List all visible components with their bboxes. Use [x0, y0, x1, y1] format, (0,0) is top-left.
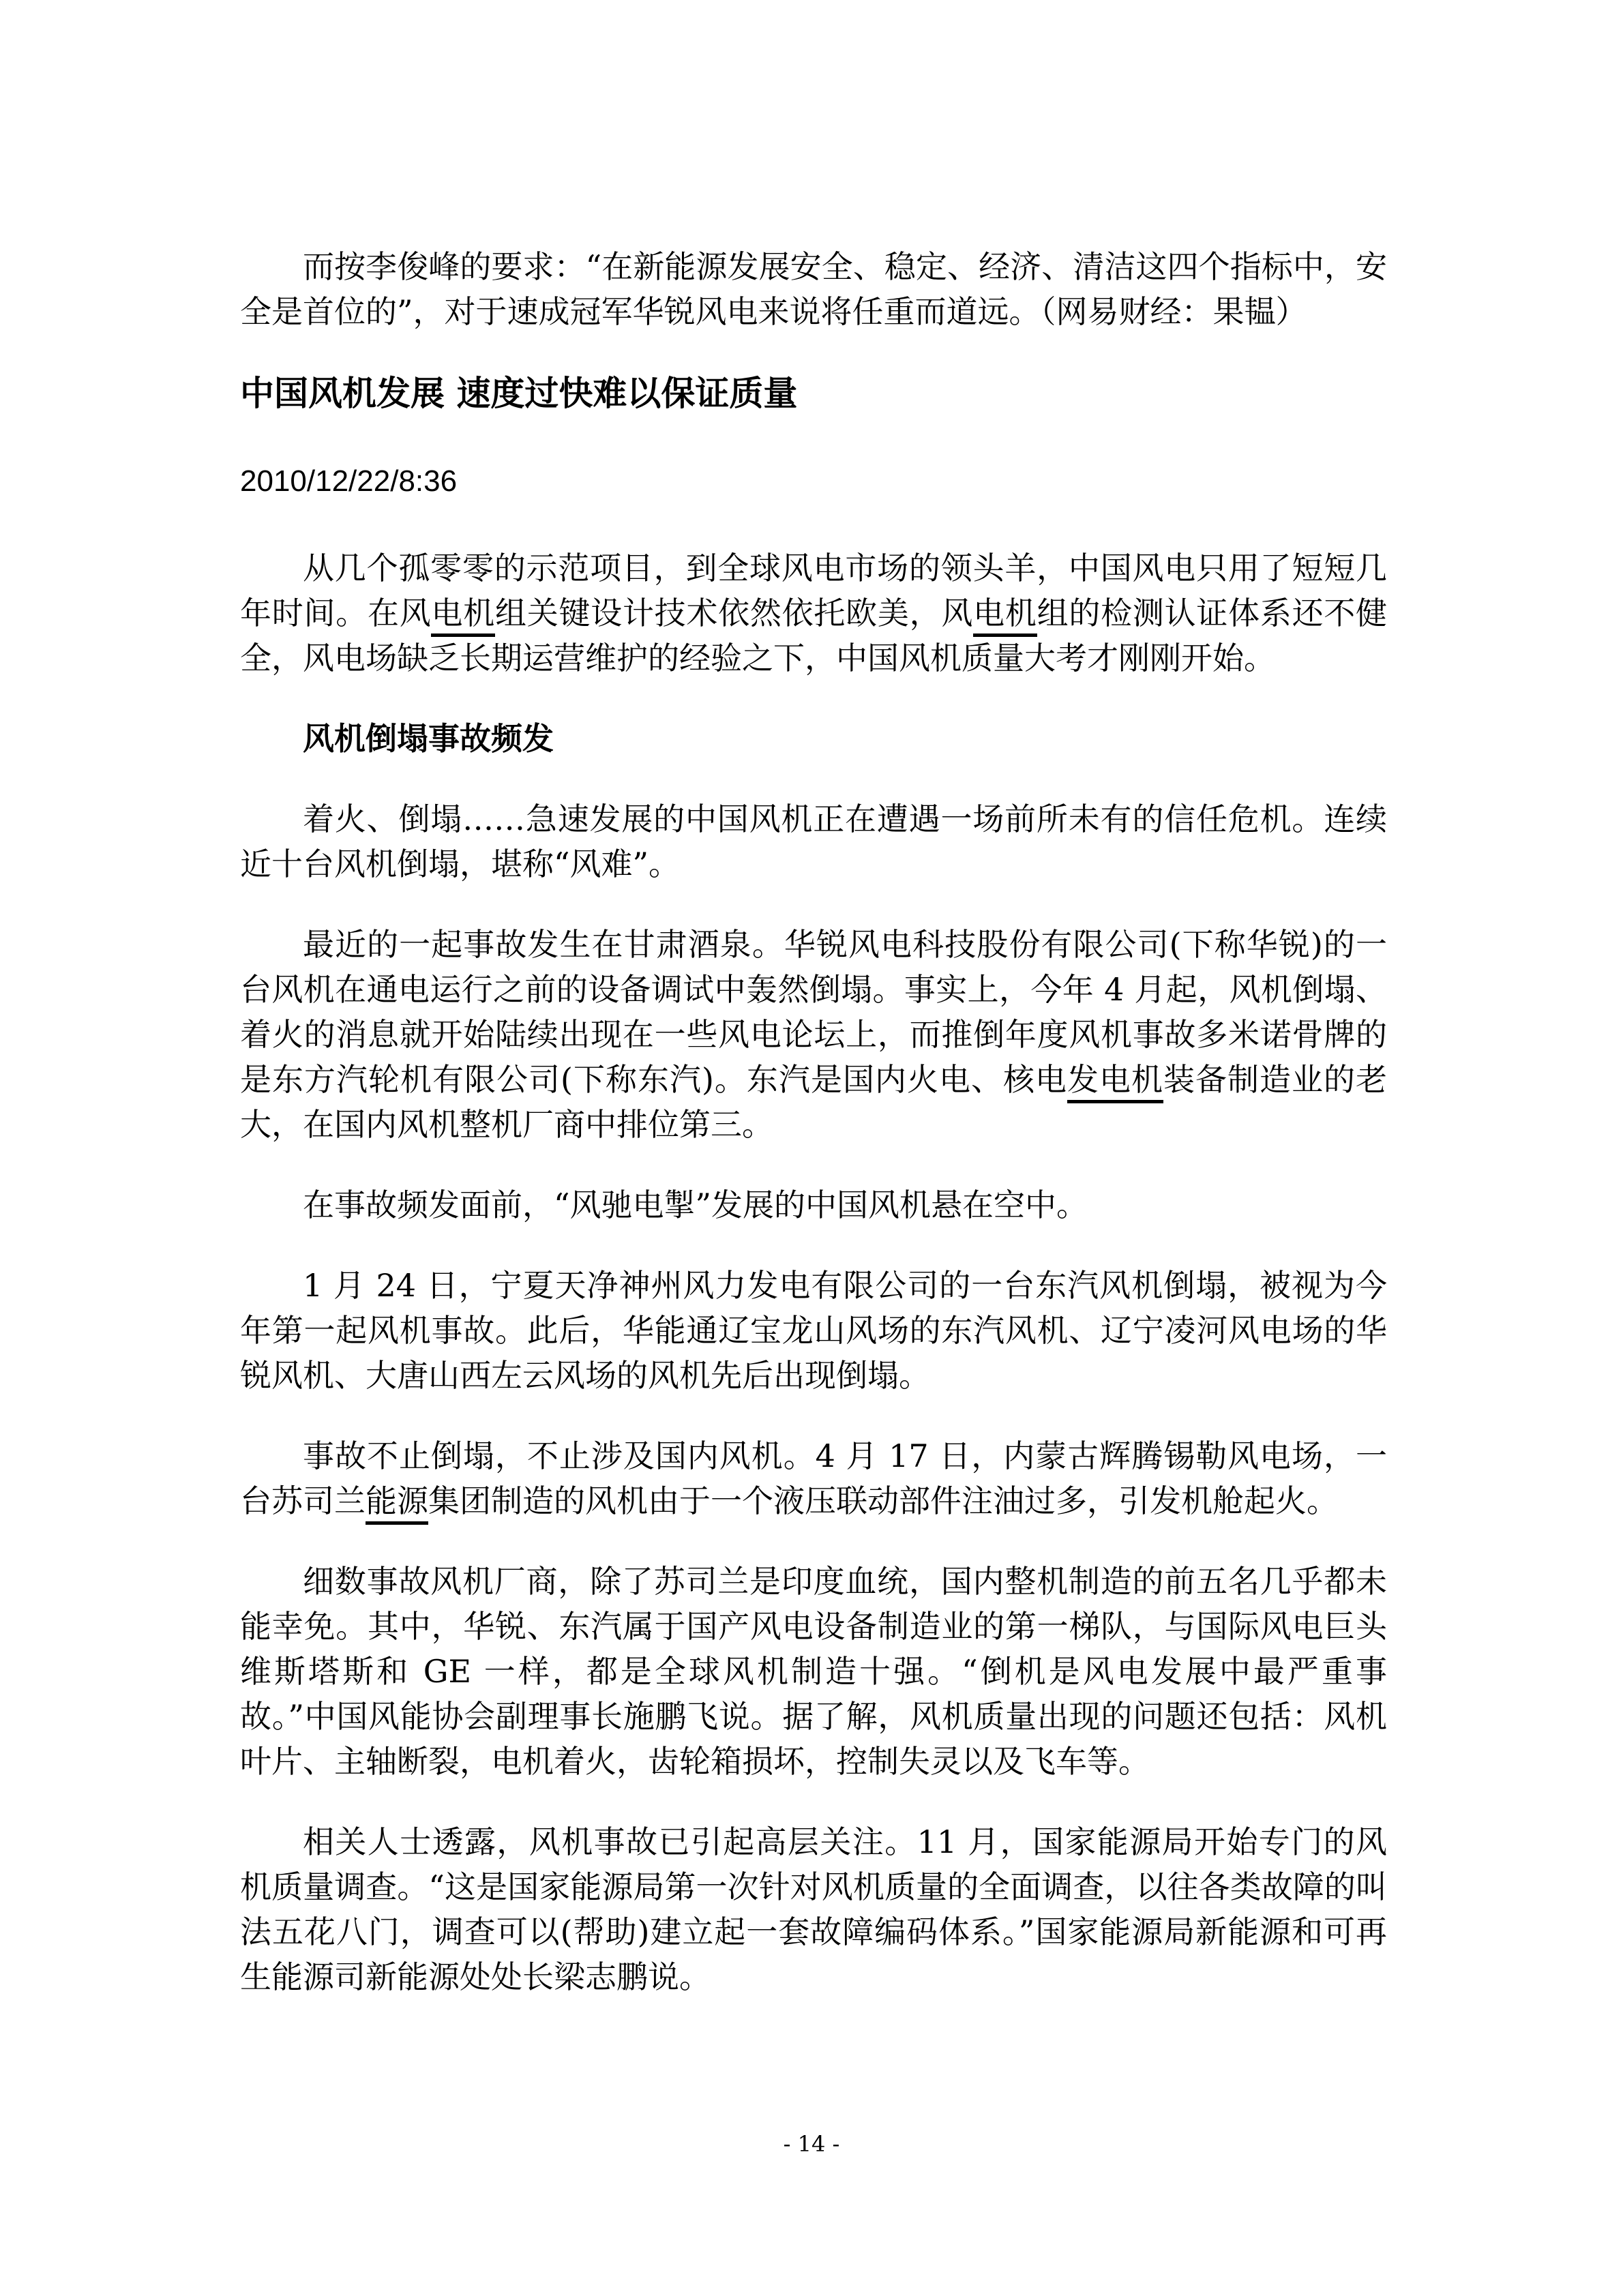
underlined-text-run: 电机 [431, 595, 495, 637]
text-run: 中国风机发展 速度过快难以保证质量 [240, 374, 798, 413]
body-paragraph [240, 1559, 1387, 1784]
text-run: 最近的一起事故发生在甘肃酒泉。华锐风电科技股份有限公司(下称华锐)的一台风机在通电运行之前的设备调试中轰然倒塌。事实上，今年 4 月起，风机倒塌、着火的消息就开始陆续出现在一些风电论坛上，而推倒年度风机事故多米诺骨牌的是东方汽轮机有限公司(下称东汽)。东汽是国内火电、核电 [240, 926, 1387, 1098]
body-paragraph [240, 1263, 1387, 1398]
body-paragraph [240, 244, 1387, 334]
underlined-text-run: 能源 [366, 1482, 428, 1525]
text-run: 组关键设计技术依然依托欧美，风 [494, 595, 974, 631]
page-footer [0, 2130, 1623, 2158]
text-run: 组的检测认证体系还不健全，风电场缺乏长期运营维护的经验之下，中国风机质量大考才刚刚开始。 [240, 595, 1388, 676]
text-run: 2010/12/22/8:36 [240, 464, 458, 498]
body-paragraph [240, 922, 1387, 1147]
body-paragraph [240, 796, 1387, 886]
text-run: 风机倒塌事故频发 [303, 720, 554, 757]
text-run: 相关人士透露，风机事故已引起高层关注。11 月，国家能源局开始专门的风机质量调查。“这是国家能源局第一次针对风机质量的全面调查，以往各类故障的叫法五花八门，调查可以(帮助)建立起一套故障编码体系。”国家能源局新能源和可再生能源司新能源处处长梁志鹏说。 [240, 1823, 1387, 1995]
text-run: 着火、倒塌……急速发展的中国风机正在遭遇一场前所未有的信任危机。连续近十台风机倒塌，堪称“风难”。 [240, 801, 1387, 882]
body-paragraph [240, 1433, 1387, 1523]
underlined-text-run: 电机 [973, 595, 1037, 637]
underlined-text-run: 发电机 [1067, 1061, 1163, 1103]
text-run: 在事故频发面前，“风驰电掣”发展的中国风机悬在空中。 [303, 1187, 1088, 1223]
body-paragraph [240, 1819, 1387, 1999]
text-run: 从几个孤零零的示范项目，到全球风电市场的领头羊，中国风电只用了短短几年时间。在风 [240, 550, 1387, 631]
text-run: 装备制造业的老大，在国内风机整机厂商中排位第三。 [240, 1061, 1388, 1143]
article-heading [240, 370, 1387, 417]
body-paragraph [240, 546, 1387, 681]
text-run: 而按李俊峰的要求：“在新能源发展安全、稳定、经济、清洁这四个指标中，安全是首位的”，对于速成冠军华锐风电来说将任重而道远。（网易财经：果韫） [240, 248, 1387, 330]
section-subheading [240, 716, 1387, 761]
page-number: - 14 - [783, 2131, 840, 2157]
text-run: 集团制造的风机由于一个液压联动部件注油过多，引发机舱起火。 [428, 1482, 1338, 1519]
document-body [240, 244, 1387, 2035]
text-run: 事故不止倒塌，不止涉及国内风机。4 月 17 日，内蒙古辉腾锡勒风电场，一台苏司兰 [240, 1437, 1387, 1519]
text-run: 细数事故风机厂商，除了苏司兰是印度血统，国内整机制造的前五名几乎都未能幸免。其中，华锐、东汽属于国产风电设备制造业的第一梯队，与国际风电巨头维斯塔斯和 GE 一样，都是全球风机制造十强。“倒机是风电发展中最严重事故。”中国风能协会副理事长施鹏飞说。据了解，风机质量出现的问题还包括：风机叶片、主轴断裂，电机着火，齿轮箱损坏，控制失灵以及飞车等。 [240, 1563, 1387, 1780]
article-datetime [240, 461, 1387, 502]
text-run: 1 月 24 日，宁夏天净神州风力发电有限公司的一台东汽风机倒塌，被视为今年第一起风机事故。此后，华能通辽宝龙山风场的东汽风机、辽宁凌河风电场的华锐风机、大唐山西左云风场的风机先后出现倒塌。 [240, 1267, 1387, 1394]
body-paragraph [240, 1182, 1387, 1227]
